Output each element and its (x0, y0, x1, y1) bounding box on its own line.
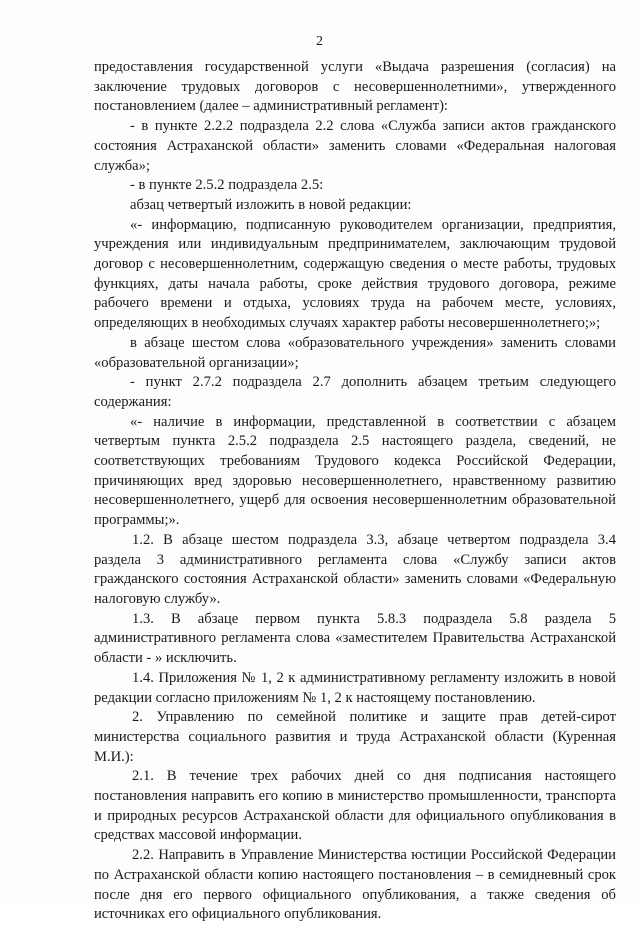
paragraph: 2. Управлению по семейной политике и защите прав детей-сирот министерства социального развития и труда Астраханской области (Куренная М.И.): (94, 709, 616, 765)
document-body (94, 58, 616, 925)
paragraph: 1.2. В абзаце шестом подраздела 3.3, абзаце четвертом подраздела 3.4 раздела 3 административного регламента слова «Службу записи актов гражданского состояния Астраханской области» заменить словами «Федеральную налоговую службу». (94, 531, 616, 607)
paragraph: предоставления государственной услуги «Выдача разрешения (согласия) на заключение трудовых договоров с несовершеннолетними», утвержденного постановлением (далее – административный регламент): (94, 59, 616, 115)
paragraph: «- наличие в информации, представленной в соответствии с абзацем четвертым пункта 2.5.2 подраздела 2.5 настоящего раздела, сведений, не соответствующих требованиям Трудового кодекса Российской Федерации, причиняющих вред здоровью несовершеннолетнего, нравственному развитию несовершеннолетнего, ущерб для освоения несовершеннолетним образовательной программы;». (94, 413, 616, 529)
paragraph: 1.3. В абзаце первом пункта 5.8.3 подраздела 5.8 раздела 5 административного регламента слова «заместителем Правительства Астраханской области - » исключить. (94, 610, 616, 667)
paragraph: - в пункте 2.5.2 подраздела 2.5: (130, 177, 324, 194)
paragraph: абзац четвертый изложить в новой редакции: (130, 196, 412, 213)
paragraph: 2.2. Направить в Управление Министерства юстиции Российской Федерации по Астраханской области копию настоящего постановления – в семидневный срок после дня его первого официального опубликования, а также сведения об источниках его официального опубликования. (94, 847, 616, 923)
paragraph: в абзаце шестом слова «образовательного учреждения» заменить словами «образовательной организации»; (94, 334, 616, 371)
paragraph: 2.1. В течение трех рабочих дней со дня подписания настоящего постановления направить его копию в министерство промышленности, транспорта и природных ресурсов Астраханской области для официального опубликования в средствах массовой информации. (94, 768, 616, 844)
paragraph: - пункт 2.7.2 подраздела 2.7 дополнить абзацем третьим следующего содержания: (94, 374, 616, 410)
paragraph: «- информацию, подписанную руководителем организации, предприятия, учреждения или индивидуальным предпринимателем, заключающим трудовой договор с несовершеннолетним, содержащую сведения о месте работы, трудовых функциях, даты начала работы, сроке действия трудового договора, режиме рабочего времени и отдыха, условиях труда на рабочем месте, условиях, определяющих в необходимых случаях характер работы несовершеннолетнего;»; (94, 216, 616, 332)
page-number: 2 (316, 34, 323, 49)
paragraph: 1.4. Приложения № 1, 2 к административному регламенту изложить в новой редакции согласно приложениям № 1, 2 к настоящему постановлению. (94, 669, 616, 706)
paragraph: - в пункте 2.2.2 подраздела 2.2 слова «Служба записи актов гражданского состояния Астраханской области» заменить словами «Федеральная налоговая служба»; (94, 118, 616, 174)
